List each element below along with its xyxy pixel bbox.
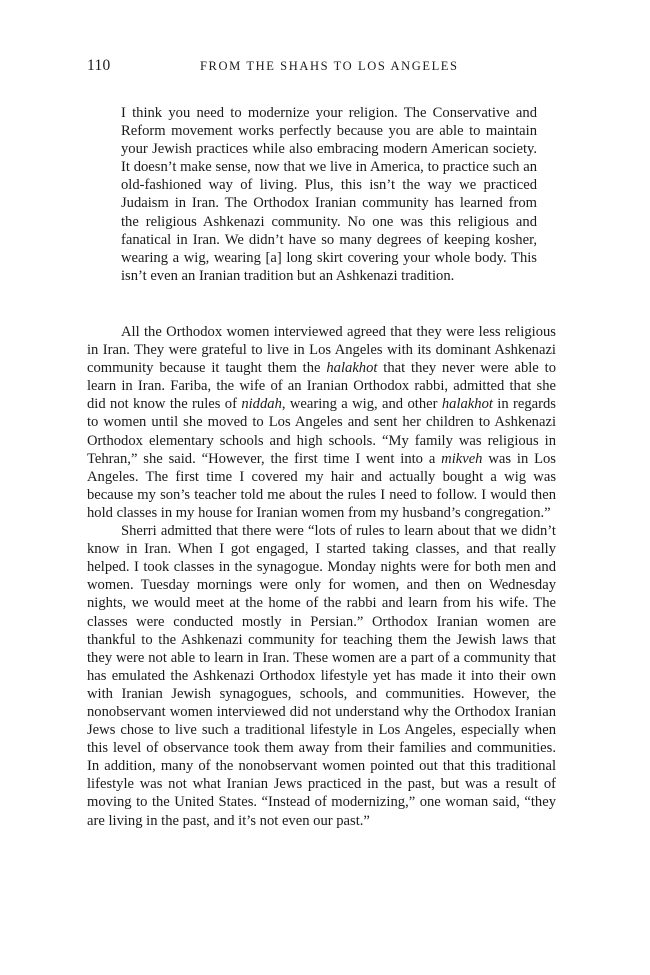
italic-term: niddah bbox=[241, 396, 282, 413]
body-text bbox=[87, 323, 556, 830]
text-run: in regards to women until she moved to Los Angeles and sent her children to Ashkenazi Orthodox elementary schools and high schools. “My family was religious in Tehran,” she said. “However, the first time I went into a bbox=[87, 396, 556, 467]
text-run: that they never were able to learn in Iran. Fariba, the wife of an Iranian Orthodox rabbi, admitted that she did not know the rules of bbox=[87, 360, 556, 413]
text-run: was in Los Angeles. The first time I covered my hair and actually bought a wig was because my son’s teacher told me about the rules I need to follow. I would then hold classes in my house for Iranian women from my husband’s congregation.” bbox=[87, 450, 556, 521]
paragraph: Sherri admitted that there were “lots of rules to learn about that we didn’t know in Iran. When I got engaged, I started taking classes, and that really helped. I took classes in the synagogue. Monday nights were for both men and women. Tuesday mornings were only for women, and then on Wednesday nights, we would meet at the home of the rabbi and learn from his wife. The classes were conducted mostly in Persian.” Orthodox Iranian women are thankful to the Ashkenazi community for teaching them the Jewish laws that they were not able to learn in Iran. These women are a part of a community that has emulated the Ashkenazi Orthodox lifestyle yet has made it into their own with Iranian Jewish synagogues, schools, and communities. However, the nonobservant women interviewed did not understand why the Orthodox Iranian Jews chose to live such a traditional lifestyle in Los Angeles, especially when this level of observance took them away from their families and communities. In addition, many of the nonobservant women pointed out that this traditional lifestyle was not what Iranian Jews practiced in the past, but was a result of moving to the United States. “Instead of modernizing,” one woman said, “they are living in the past, and it’s not even our past.” bbox=[87, 523, 556, 829]
page-number: 110 bbox=[87, 57, 111, 74]
paragraph bbox=[87, 323, 556, 522]
running-head: FROM THE SHAHS TO LOS ANGELES bbox=[200, 59, 459, 73]
text-run: All the Orthodox women interviewed agreed that they were less religious in Iran. They were grateful to live in Los Angeles with its dominant Ashkenazi community because it taught them the bbox=[87, 324, 556, 377]
text-run: , wearing a wig, and other bbox=[281, 396, 442, 413]
italic-term: halakhot bbox=[441, 396, 493, 413]
italic-term: mikveh bbox=[441, 450, 483, 467]
italic-term: halakhot bbox=[326, 360, 378, 377]
block-quote: I think you need to modernize your religion. The Conservative and Reform movement works perfectly because you are able to maintain your Jewish practices while also embracing modern American society. It doesn’t make sense, now that we live in America, to practice such an old-fashioned way of living. Plus, this isn’t the way we practiced Judaism in Iran. The Orthodox Iranian community has learned from the religious Ashkenazi community. No one was this religious and fanatical in Iran. We didn’t have so many degrees of keeping kosher, wearing a wig, wearing [a] long skirt covering your whole body. This isn’t even an Iranian tradition but an Ashkenazi tradition. bbox=[121, 105, 537, 284]
